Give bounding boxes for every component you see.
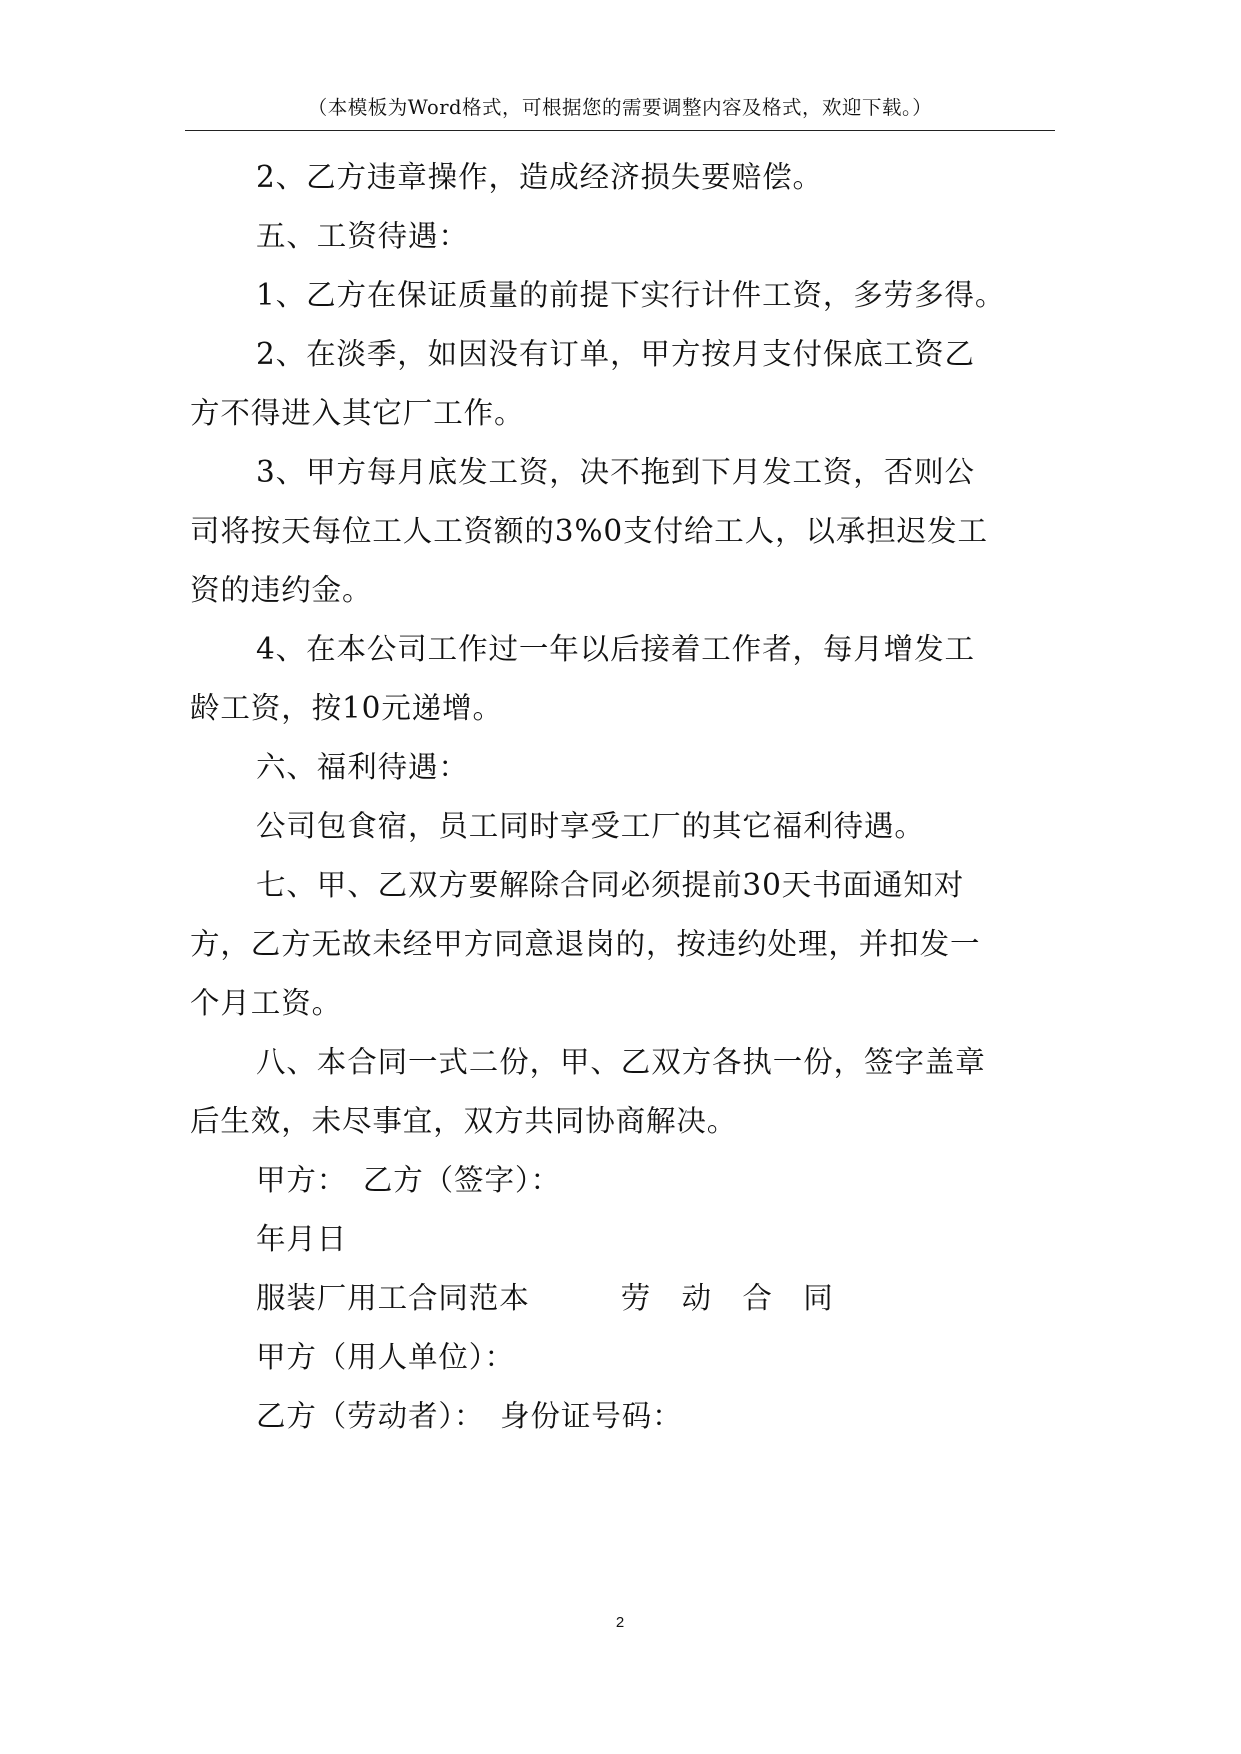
text-line-20: 服装厂用工合同范本 劳 动 合 同 <box>256 1281 834 1315</box>
text-line-14: 方，乙方无故未经甲方同意退岗的，按违约处理，并扣发一 <box>190 927 981 961</box>
text-line-7: 司将按天每位工人工资额的3%0支付给工人，以承担迟发工 <box>190 514 988 548</box>
page-header: （本模板为Word格式，可根据您的需要调整内容及格式，欢迎下载。） <box>185 98 1055 131</box>
text-line-6: 3、甲方每月底发工资，决不拖到下月发工资，否则公 <box>256 455 975 489</box>
text-line-16: 八、本合同一式二份，甲、乙双方各执一份，签字盖章 <box>256 1045 986 1079</box>
text-line-4: 2、在淡季，如因没有订单，甲方按月支付保底工资乙 <box>256 337 975 371</box>
text-line-1: 2、乙方违章操作，造成经济损失要赔偿。 <box>256 160 823 194</box>
text-line-17: 后生效，未尽事宜，双方共同协商解决。 <box>190 1104 738 1138</box>
text-line-2: 五、工资待遇： <box>256 219 469 253</box>
text-line-10: 龄工资，按10元递增。 <box>190 691 503 725</box>
text-line-3: 1、乙方在保证质量的前提下实行计件工资，多劳多得。 <box>256 278 1006 312</box>
text-line-22: 乙方（劳动者）： 身份证号码： <box>256 1399 683 1433</box>
text-line-21: 甲方（用人单位）： <box>256 1340 515 1374</box>
text-line-13: 七、甲、乙双方要解除合同必须提前30天书面通知对 <box>256 868 965 902</box>
text-line-11: 六、福利待遇： <box>256 750 469 784</box>
text-line-12: 公司包食宿，员工同时享受工厂的其它福利待遇。 <box>256 809 925 843</box>
text-line-18: 甲方： 乙方（签字）： <box>256 1163 561 1197</box>
text-line-9: 4、在本公司工作过一年以后接着工作者，每月增发工 <box>256 632 975 666</box>
text-line-15: 个月工资。 <box>190 986 343 1020</box>
text-line-5: 方不得进入其它厂工作。 <box>190 396 525 430</box>
page-number: 2 <box>615 1614 625 1631</box>
text-line-8: 资的违约金。 <box>190 573 373 607</box>
text-line-19: 年月日 <box>256 1222 348 1256</box>
